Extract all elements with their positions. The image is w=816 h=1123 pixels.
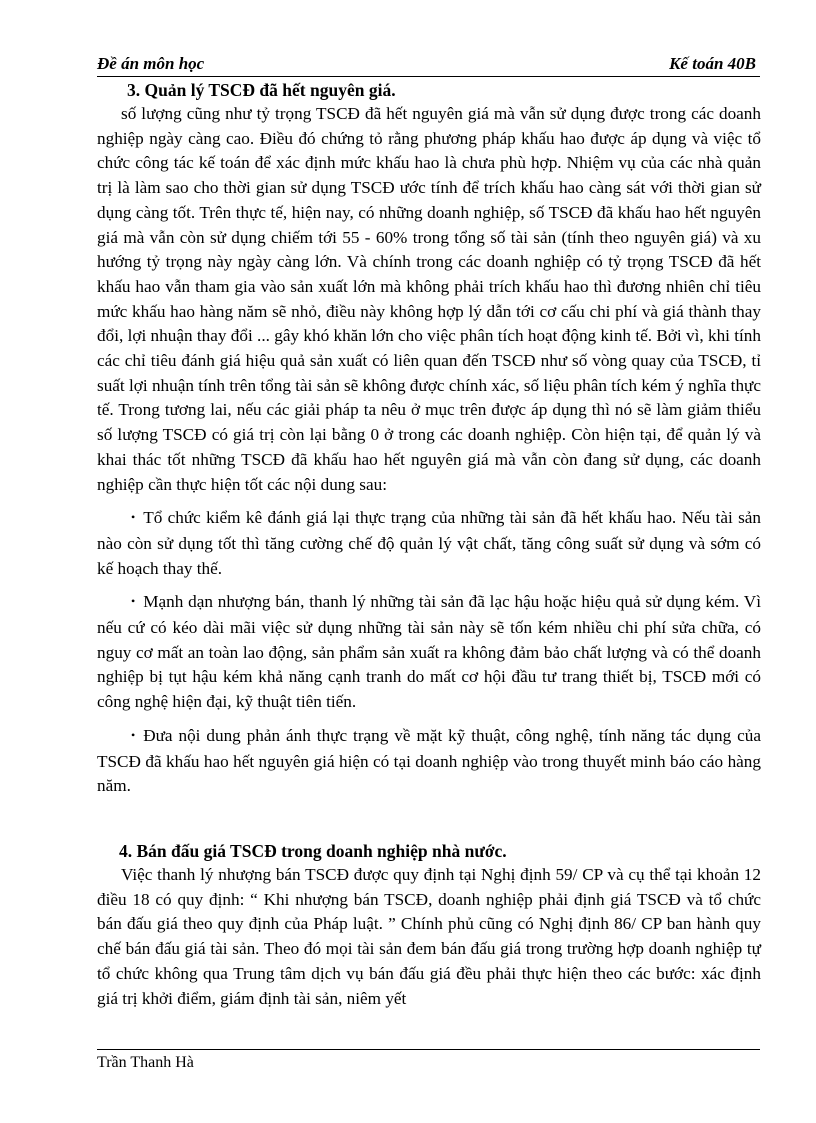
section-4-paragraph: Việc thanh lý nhượng bán TSCĐ được quy định tại Nghị định 59/ CP và cụ thể tại khoản 12 điều 18 có quy định: “ Khi nhượng bán TSCĐ, doanh nghiệp phải định giá TSCĐ và tổ chức bán đấu giá theo quy định của Pháp luật. ” Chính phủ cũng có Nghị định 86/ CP ban hành quy chế bán đấu giá tài sản. Theo đó mọi tài sản đem bán đấu giá trong trường hợp doanh nghiệp tự tổ chức không qua Trung tâm dịch vụ bán đấu giá đều phải thực hiện theo các bước: xác định giá trị khởi điểm, giám định tài sản, niêm yết: [97, 864, 761, 1008]
bullet-item: [97, 724, 761, 799]
page-header: [97, 54, 760, 77]
bullet-item: [97, 590, 761, 715]
bullet-dot-icon: •: [131, 510, 136, 525]
page-footer: [97, 1049, 760, 1071]
section-3-heading: 3. Quản lý TSCĐ đã hết nguyên giá.: [127, 80, 396, 100]
header-class-name: Kế toán 40B: [669, 54, 756, 73]
footer-author: Trần Thanh Hà: [97, 1054, 194, 1071]
bullet-text: Đưa nội dung phản ánh thực trạng về mặt kỹ thuật, công nghệ, tính năng tác dụng của TSCĐ đã khấu hao hết nguyên giá hiện có tại doanh nghiệp vào trong thuyết minh báo cáo hàng năm.: [97, 725, 761, 796]
page-body: [97, 78, 761, 1011]
bullet-text: Tổ chức kiểm kê đánh giá lại thực trạng của những tài sản đã hết khấu hao. Nếu tài sản nào còn sử dụng tốt thì tăng cường chế độ quản lý vật chất, tăng công suất sử dụng và sớm có kế hoạch thay thế.: [97, 508, 761, 578]
bullet-dot-icon: •: [131, 727, 136, 742]
bullet-text: Mạnh dạn nhượng bán, thanh lý những tài sản đã lạc hậu hoặc hiệu quả sử dụng kém. Vì nếu cứ có kéo dài mãi việc sử dụng những tài sản này sẽ tốn kém nhiều chi phí sửa chữa, có nguy cơ mất an toàn lao động, sản phẩm sản xuất ra không đảm bảo chất lượng và có thể doanh nghiệp bị tụt hậu kém khả năng cạnh tranh do mất cơ hội đầu tư trang thiết bị, TSCĐ mới có công nghệ hiện đại, kỹ thuật tiên tiến.: [97, 592, 761, 712]
section-3-intro-paragraph: số lượng cũng như tỷ trọng TSCĐ đã hết nguyên giá mà vẫn sử dụng được trong các doanh nghiệp ngày càng cao. Điều đó chứng tỏ rằng phương pháp khấu hao được áp dụng và việc tổ chức công tác kế toán để xác định mức khấu hao là chưa phù hợp. Nhiệm vụ của các nhà quản trị là làm sao cho thời gian sử dụng TSCĐ ước tính để trích khấu hao càng sát với thời gian sử dụng càng tốt. Trên thực tế, hiện nay, có những doanh nghiệp, số TSCĐ đã khấu hao hết nguyên giá mà vẫn còn sử dụng chiếm tới 55 - 60% trong tổng số tài sản (tính theo nguyên giá) và xu hướng tỷ trọng này ngày càng lớn. Và chính trong các doanh nghiệp có tỷ trọng TSCĐ đã hết khấu hao vẫn tham gia vào sản xuất lớn mà không phải trích khấu hao thì đương nhiên chỉ tiêu mức khấu hao hàng năm sẽ nhỏ, điều này không hợp lý dẫn tới cơ cấu chi phí và giá thành thay đổi, lợi nhuận thay đổi ... gây khó khăn lớn cho việc phân tích hoạt động kinh tế. Bởi vì, khi tính các chỉ tiêu đánh giá hiệu quả sản xuất có liên quan đến TSCĐ như số vòng quay của TSCĐ, tỉ suất lợi nhuận tính trên tổng tài sản sẽ không được chính xác, số liệu phân tích kém ý nghĩa thực tế. Trong tương lai, nếu các giải pháp ta nêu ở mục trên được áp dụng thì nó sẽ làm giảm thiểu số lượng TSCĐ có giá trị còn lại bằng 0 ở trong các doanh nghiệp. Còn hiện tại, để quản lý và khai thác tốt những TSCĐ đã khấu hao hết nguyên giá mà vẫn còn đang sử dụng, các doanh nghiệp cần thực hiện tốt các nội dung sau:: [97, 104, 761, 494]
bullet-item: [97, 506, 761, 581]
section-4-heading: 4. Bán đấu giá TSCĐ trong doanh nghiệp nhà nước.: [119, 840, 507, 861]
bullet-dot-icon: •: [131, 594, 136, 609]
header-course-title: Đề án môn học: [97, 54, 205, 73]
